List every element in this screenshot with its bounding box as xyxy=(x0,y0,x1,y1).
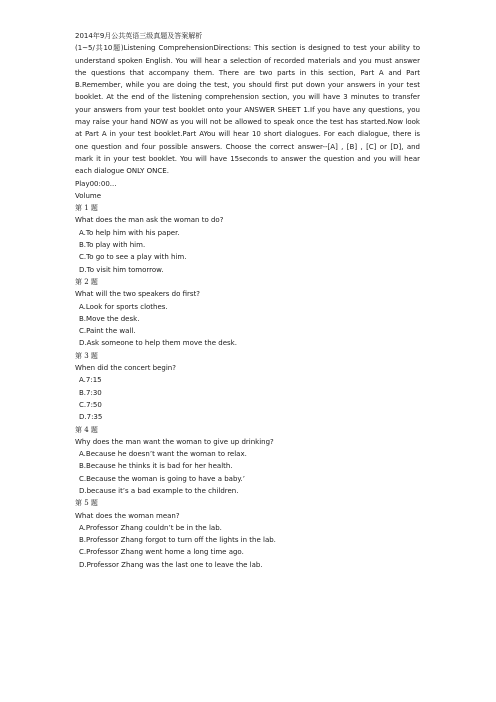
answer-options xyxy=(75,227,420,276)
answer-option-d[interactable]: D.To visit him tomorrow. xyxy=(79,265,164,274)
question-number: 第 4 题 xyxy=(75,425,98,434)
answer-option-a[interactable]: A.Because he doesn’t want the woman to relax. xyxy=(79,450,247,459)
audio-volume-control[interactable]: Volume xyxy=(75,191,102,200)
answer-options xyxy=(75,301,420,350)
answer-option-a[interactable]: A.7:15 xyxy=(79,376,102,385)
question-4 xyxy=(75,424,420,498)
answer-option-d[interactable]: D.7:35 xyxy=(79,413,103,422)
question-1 xyxy=(75,202,420,276)
answer-options xyxy=(75,374,420,423)
answer-option-b[interactable]: B.7:30 xyxy=(79,388,102,397)
answer-option-b[interactable]: B.To play with him. xyxy=(79,241,146,250)
answer-option-b[interactable]: B.Because he thinks it is bad for her health. xyxy=(79,462,233,471)
question-number: 第 1 题 xyxy=(75,204,98,213)
question-text: Why does the man want the woman to give up drinking? xyxy=(75,437,274,446)
question-text: When did the concert begin? xyxy=(75,364,176,373)
answer-option-c[interactable]: C.Professor Zhang went home a long time ago. xyxy=(79,548,244,557)
question-3 xyxy=(75,350,420,424)
answer-options xyxy=(75,448,420,497)
answer-option-d[interactable]: D.because it’s a bad example to the children. xyxy=(79,486,239,495)
answer-option-d[interactable]: D.Professor Zhang was the last one to leave the lab. xyxy=(79,560,263,569)
answer-option-c[interactable]: C.Paint the wall. xyxy=(79,327,136,336)
question-text: What does the woman mean? xyxy=(75,511,180,520)
answer-option-c[interactable]: C.Because the woman is going to have a baby.’ xyxy=(79,474,245,483)
answer-option-d[interactable]: D.Ask someone to help them move the desk. xyxy=(79,339,237,348)
question-number: 第 2 题 xyxy=(75,277,98,286)
question-2 xyxy=(75,276,420,350)
answer-option-a[interactable]: A.Look for sports clothes. xyxy=(79,302,168,311)
answer-options xyxy=(75,522,420,571)
answer-option-a[interactable]: A.To help him with his paper. xyxy=(79,228,180,237)
answer-option-b[interactable]: B.Move the desk. xyxy=(79,314,140,323)
answer-option-a[interactable]: A.Professor Zhang couldn’t be in the lab. xyxy=(79,523,222,532)
question-text: What does the man ask the woman to do? xyxy=(75,216,224,225)
listening-directions: (1~5/共10题)Listening ComprehensionDirections: This section is designed to test your ability to understand spoken English. You will hear a selection of recorded materials and you must answer the questions that accompany them. There are two parts in this section, Part A and Part B.Remember, while you are doing the test, you should first put down your answers in your test booklet. At the end of the listening comprehension section, you will have 3 minutes to transfer your answers from your test booklet onto your ANSWER SHEET 1.If you have any questions, you may raise your hand NOW as you will not be allowed to speak once the test has started.Now look at Part A in your test booklet.Part AYou will hear 10 short dialogues. For each dialogue, there is one question and four possible answers. Choose the correct answer--[A] , [B] , [C] or [D], and mark it in your test booklet. You will have 15seconds to answer the question and you will hear each dialogue ONLY ONCE. xyxy=(75,44,420,176)
audio-play-control[interactable]: Play00:00... xyxy=(75,179,117,188)
document-title: 2014年9月公共英语三级真题及答案解析 xyxy=(75,32,203,40)
document-page xyxy=(75,30,420,571)
question-5 xyxy=(75,497,420,571)
question-number: 第 5 题 xyxy=(75,499,98,508)
answer-option-c[interactable]: C.7:50 xyxy=(79,400,102,409)
question-text: What will the two speakers do first? xyxy=(75,290,200,299)
answer-option-b[interactable]: B.Professor Zhang forgot to turn off the lights in the lab. xyxy=(79,536,276,545)
question-number: 第 3 题 xyxy=(75,351,98,360)
answer-option-c[interactable]: C.To go to see a play with him. xyxy=(79,253,187,262)
